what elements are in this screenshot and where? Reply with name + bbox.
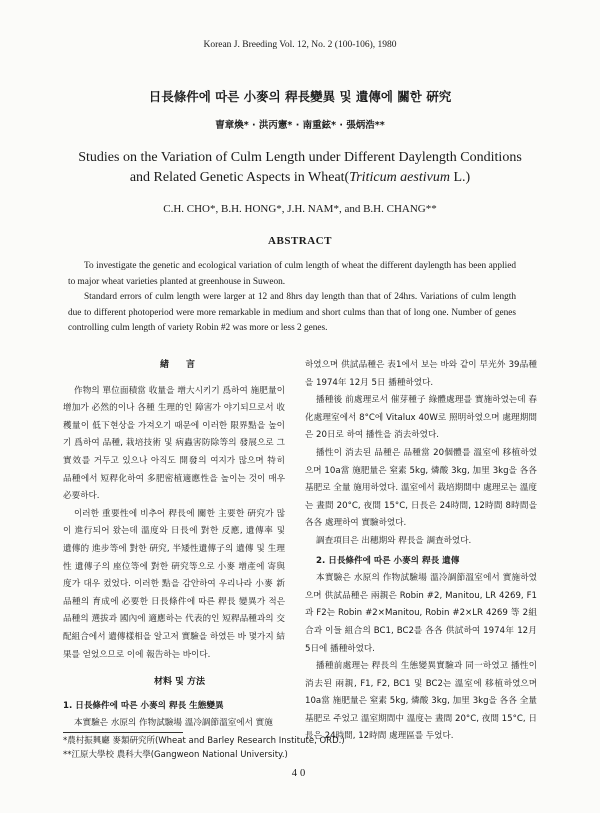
english-title-pre: and Related Genetic Aspects in Wheat( [129, 170, 350, 185]
english-title-post: L.) [449, 170, 471, 185]
english-title-species: Triticum aestivum [349, 170, 450, 185]
page-number: 40 [291, 768, 309, 779]
methods-subheading: 1. 日長條件에 따른 小麥의 稈長 生態變異 [63, 700, 224, 711]
right-column [305, 357, 537, 746]
footnote-rule [63, 732, 183, 733]
methods-paragraph: 調査項目은 出穗期와 稈長을 調査하였다. [316, 535, 472, 546]
intro-heading: 緖 言 [159, 360, 199, 370]
abstract-paragraph: To investigate the genetic and ecological variation of culm length of wheat the different daylength has been applied to major wheat varieties planted at greenhouse in Suweon. [68, 261, 516, 287]
methods-paragraph: 播性이 消去된 品種은 品種當 20個體를 溫室에 移植하였으며 10a當 施肥量은 窒素 5kg, 燐酸 3kg, 加里 3kg을 各各 基肥로 全量 施用하였다. 溫室에서 栽培期間中 處理로는 溫度는 晝間 20°C, 夜間 15°C, 日長은 24時間, 12時間 8時間을 各各 處理하여 實驗하였다. [305, 447, 537, 529]
methods-subheading-2: 2. 日長條件에 따른 小麥의 稈長 遺傳 [316, 555, 460, 566]
abstract-body [68, 259, 516, 337]
intro-paragraph: 作物의 單位面積當 收量을 增大시키기 爲하여 施肥量이 增加가 必然的이나 各種 生理的인 障害가 야기되므로서 收穫量이 低下현상을 가져오기 때문에 이러한 限界點을 높이기 爲하여 品種, 栽培技術 및 病蟲害防除等의 發展으로 그 實效를 거두고 있으나 아직도 開發의 여지가 많으며 特히 品種에서 短稈化하여 多肥密植適應性을 높이는 것이 매우 必要하다. [63, 385, 285, 502]
footnote-1: *農村振興廳 麥類硏究所(Wheat and Barley Research Institute, ORD.) [63, 736, 345, 746]
methods-heading: 材料 및 方法 [154, 677, 205, 688]
korean-title: 日長條件에 따른 小麥의 稈長變異 및 遺傳에 關한 硏究 [148, 89, 452, 104]
korean-authors: 曺章煥* · 洪丙憲* · 南重鉉* · 張炳浩** [215, 120, 385, 131]
english-title-line-1: Studies on the Variation of Culm Length under Different Daylength Conditions [78, 150, 522, 165]
journal-citation: Korean J. Breeding Vol. 12, No. 2 (100-106), 1980 [203, 40, 397, 50]
english-authors: C.H. CHO*, B.H. HONG*, J.H. NAM*, and B.H. CHANG** [163, 203, 437, 215]
methods-paragraph: 하였으며 供試品種은 表1에서 보는 바와 같이 早光外 39品種을 1974年 12月 5日 播種하였다. [305, 360, 537, 388]
methods-paragraph: 本實驗은 水原의 作物試驗場 溫冷調節溫室에서 實施하였으며 供試品種은 兩親은 Robin #2, Manitou, LR 4269, F1과 F2는 Robin #2×Manitou, Robin #2×LR 4269 等 2組合과 이들 組合의 BC1, BC2를 各各 供試하여 1974年 12月 5日에 播種하였다. [305, 573, 537, 654]
abstract-heading: ABSTRACT [268, 235, 332, 247]
left-column [63, 357, 285, 733]
footnote-2: **江原大學校 農科大學(Gangweon National University.) [63, 750, 288, 760]
methods-paragraph: 播種前處理는 稈長의 生態變異實驗과 同一하였고 播性이 消去된 兩親, F1, F2, BC1 및 BC2는 溫室에 移植하였으며 10a當 施肥量은 窒素 5kg, 燐酸 3kg, 加里 3kg을 各各 全量 基肥로 주었고 溫室期間中 溫度는 晝間 20°C, 夜間 15°C, 日長은 24時間, 12時間 處理區를 두었다. [305, 661, 537, 742]
methods-paragraph: 播種後 前處理로서 催芽種子 綠體處理를 實施하였는데 春化處理室에서 8°C에 Vitalux 40W로 照明하였으며 處理期間은 20日로 하여 播性을 消去하였다. [305, 395, 537, 441]
intro-paragraph: 이러한 重要性에 비추어 稈長에 關한 主要한 硏究가 많이 進行되어 왔는데 溫度와 日長에 對한 反應, 遺傳率 및 遺傳的 進步等에 對한 硏究, 半矮性遺傳子의 遺傳 및 生理性 遺傳子의 座位等에 對한 硏究等으로 小麥 增產에 寄與度가 대우 컸었다. 이러한 點을 감안하여 우리나라 小麥 新品種의 育成에 必要한 日長條件에 따른 稈長 變異가 적은 品種의 選拔과 國內에 適應하는 代表的인 短稈品種과의 交配組合에서 遺傳樣相을 알고저 實驗을 하였든 바 몇가지 結果를 얻었으므로 이에 報告하는 바이다. [63, 508, 285, 660]
abstract-paragraph: Standard errors of culm length were larger at 12 and 8hrs day length than that of 24hrs. Variations of culm length due to different photoperiod were more remarkable in medium and short culms than that of long one. Number of genes controlling culm length of variety Robin #2 was more or less 2 genes. [68, 292, 516, 334]
english-title-line-2 [0, 170, 600, 186]
methods-text: 本實驗은 水原의 作物試驗場 溫冷調節溫室에서 實施 [74, 718, 273, 729]
